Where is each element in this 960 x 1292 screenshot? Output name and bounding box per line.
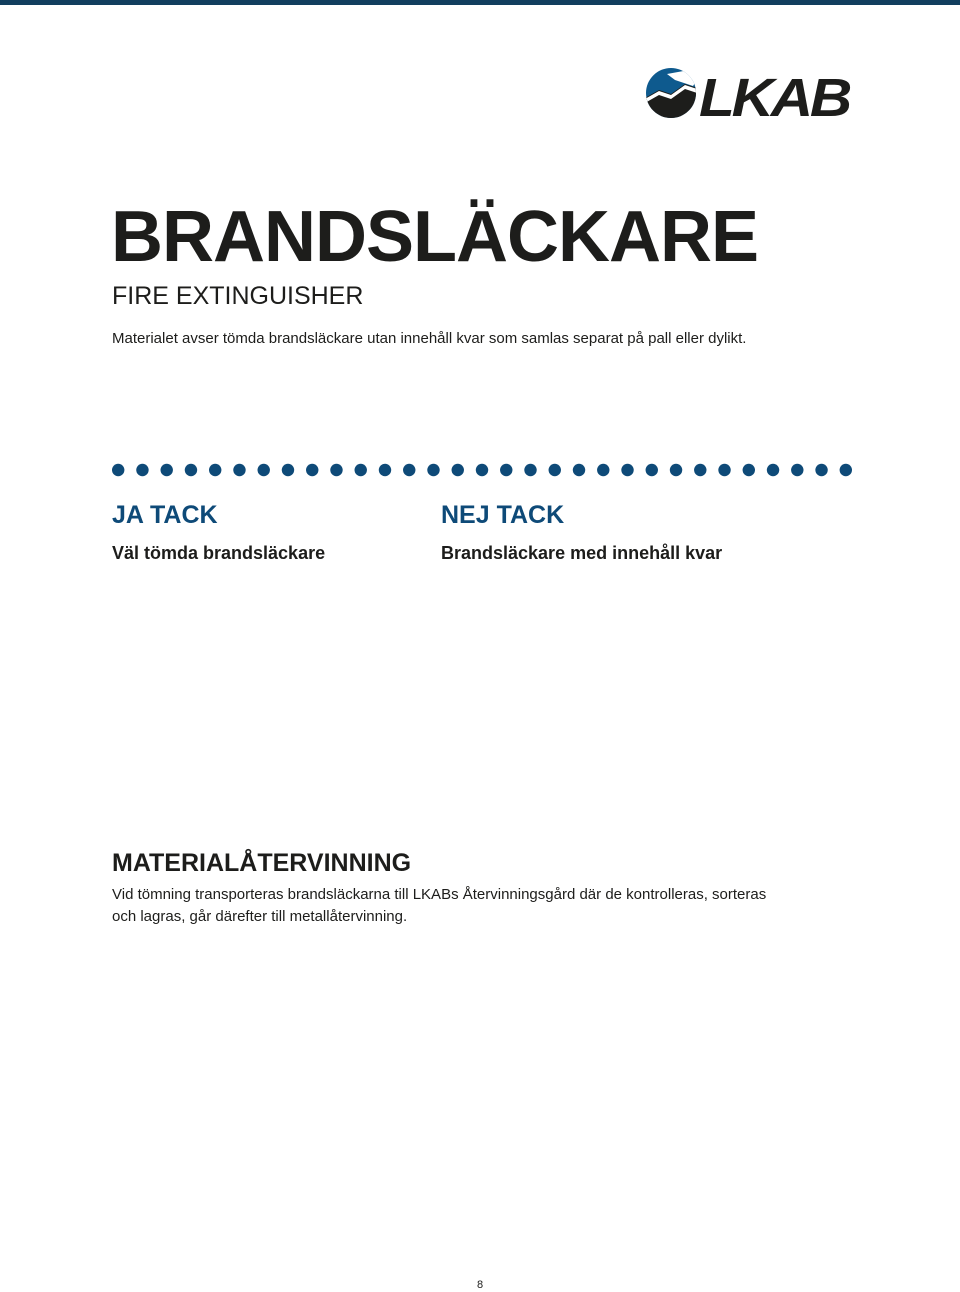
divider-dot [355, 464, 367, 476]
divider-dot [330, 464, 342, 476]
divider-dot [694, 464, 706, 476]
document-subtitle: FIRE EXTINGUISHER [112, 282, 364, 310]
divider-dot [403, 464, 415, 476]
divider-dot [743, 464, 755, 476]
yes-text: Väl tömda brandsläckare [112, 543, 326, 563]
document-title: BRANDSLÄCKARE [111, 197, 758, 277]
lkab-logo [645, 66, 851, 120]
divider-dot [670, 464, 682, 476]
divider-dot [718, 464, 730, 476]
divider-dot [767, 464, 779, 476]
divider-dot [136, 464, 148, 476]
recycling-line: Vid tömning transporteras brandsläckarna till LKABs Återvinningsgård där de kontrolleras, sorteras [112, 886, 767, 903]
top-bar [0, 0, 960, 5]
no-heading: NEJ TACK [441, 501, 565, 529]
divider-dot [840, 464, 852, 476]
no-text: Brandsläckare med innehåll kvar [441, 543, 723, 563]
recycling-heading: MATERIALÅTERVINNING [112, 849, 412, 877]
divider-dot [524, 464, 536, 476]
divider-dot [646, 464, 658, 476]
yes-heading: JA TACK [112, 501, 218, 529]
divider-dot [258, 464, 270, 476]
divider-dot [185, 464, 197, 476]
divider-dot [791, 464, 803, 476]
divider-dot [621, 464, 633, 476]
lkab-logo-text: LKAB [699, 68, 851, 120]
divider-dot [306, 464, 318, 476]
divider-dot [815, 464, 827, 476]
divider-dot [549, 464, 561, 476]
divider-dot [282, 464, 294, 476]
divider-dot [573, 464, 585, 476]
divider-dot [112, 464, 124, 476]
divider-dot [233, 464, 245, 476]
divider-dot [161, 464, 173, 476]
divider-dot [452, 464, 464, 476]
divider-dot [500, 464, 512, 476]
lkab-emblem-icon [645, 68, 697, 120]
dotted-divider [112, 463, 852, 477]
divider-dot [209, 464, 221, 476]
divider-dot [597, 464, 609, 476]
divider-dot [427, 464, 439, 476]
divider-dot [379, 464, 391, 476]
intro-text: Materialet avser tömda brandsläckare utan innehåll kvar som samlas separat på pall eller dylikt. [112, 330, 747, 347]
page-number: 8 [476, 1279, 484, 1291]
recycling-line: och lagras, går därefter till metallåtervinning. [112, 908, 408, 925]
recycling-text [112, 884, 832, 928]
divider-dot [476, 464, 488, 476]
